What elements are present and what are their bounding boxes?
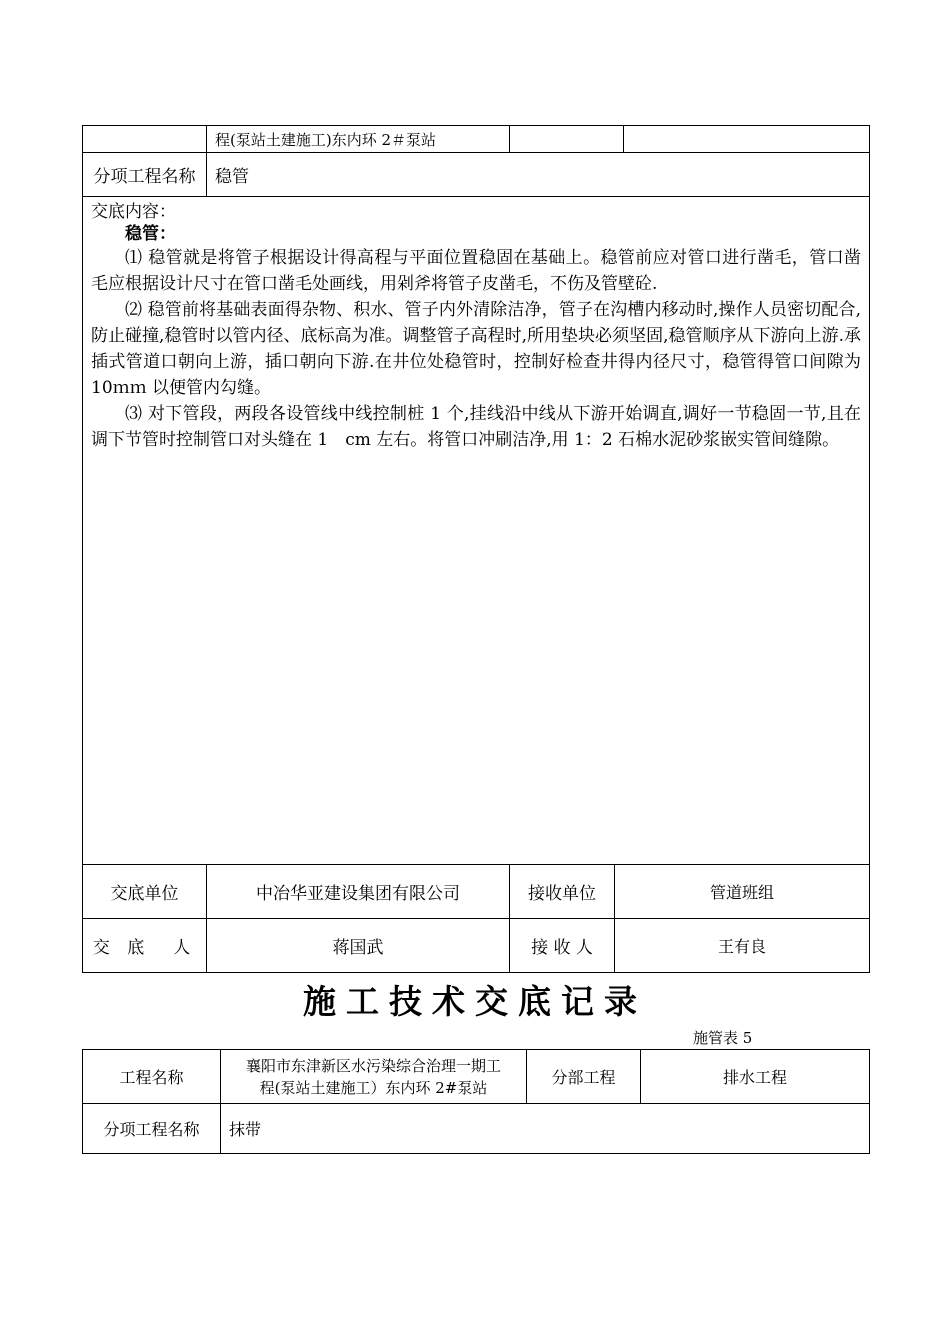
project-name-line-2: 程(泵站土建施工）东内环 2#泵站 — [259, 1078, 488, 1097]
person-row — [83, 919, 870, 973]
content-heading: 交底内容： — [91, 202, 176, 222]
project-name-value — [221, 1050, 527, 1104]
receiver-unit-value: 管道班组 — [615, 865, 870, 919]
disclosure-table-page1 — [82, 125, 870, 973]
receiver-person-value: 王有良 — [615, 919, 870, 973]
content-paragraph-3: ⑶ 对下管段，两段各设管线中线控制桩 1 个,挂线沿中线从下游开始调直,调好一节稳固一节,且在调下节管时控制管口对头缝在 1 cm 左右。将管口冲刷洁净,用 1：2 石棉水泥砂浆嵌实管间缝隙。 — [91, 404, 861, 450]
issuer-unit-label: 交底单位 — [83, 865, 207, 919]
disclosure-content — [91, 201, 861, 453]
project-name-line-1: 襄阳市东津新区水污染综合治理一期工 — [245, 1056, 501, 1075]
receiver-unit-label: 接收单位 — [510, 865, 615, 919]
project-name-row — [83, 126, 870, 153]
project-name-label-cell — [83, 126, 207, 153]
receiver-person-label: 接 收 人 — [510, 919, 615, 973]
sub-item-label-2: 分项工程名称 — [83, 1104, 221, 1154]
sub-item-row — [83, 153, 870, 197]
sub-item-value-2: 抹带 — [221, 1104, 870, 1154]
project-name-tail: 程(泵站土建施工)东内环 2＃泵站 — [207, 126, 510, 153]
content-subtitle: 稳管： — [125, 224, 176, 244]
content-row — [83, 197, 870, 865]
content-paragraph-1: ⑴ 稳管就是将管子根据设计得高程与平面位置稳固在基础上。稳管前应对管口进行凿毛，管口凿毛应根据设计尺寸在管口凿毛处画线，用剁斧将管子皮凿毛，不伤及管壁砼. — [91, 248, 861, 294]
issuer-unit-value: 中冶华亚建设集团有限公司 — [207, 865, 510, 919]
project-name-row-2 — [83, 1050, 870, 1104]
sub-item-value: 稳管 — [207, 153, 870, 197]
form-number: 施管表 5 — [693, 1029, 753, 1047]
sub-item-row-2 — [83, 1104, 870, 1154]
content-cell — [83, 197, 870, 865]
project-name-label: 工程名称 — [83, 1050, 221, 1104]
sub-item-label: 分项工程名称 — [83, 153, 207, 197]
issuer-person-value: 蒋国武 — [207, 919, 510, 973]
unit-row — [83, 865, 870, 919]
disclosure-table-page2 — [82, 1049, 870, 1154]
division-value: 排水工程 — [641, 1050, 870, 1104]
division-value-cell — [624, 126, 870, 153]
content-paragraph-2: ⑵ 稳管前将基础表面得杂物、积水、管子内外清除洁净，管子在沟槽内移动时,操作人员密切配合,防止碰撞,稳管时以管内径、底标高为准。调整管子高程时,所用垫块必须坚固,稳管顺序从下游向上游.承插式管道口朝向上游，插口朝向下游.在井位处稳管时，控制好检查井得内径尺寸，稳管得管口间隙为 10ｍｍ 以便管内勾缝。 — [91, 300, 861, 398]
division-label-cell — [510, 126, 624, 153]
division-label: 分部工程 — [527, 1050, 641, 1104]
issuer-person-label: 交 底 人 — [83, 919, 207, 973]
document-title: 施工技术交底记录 — [303, 982, 647, 1021]
